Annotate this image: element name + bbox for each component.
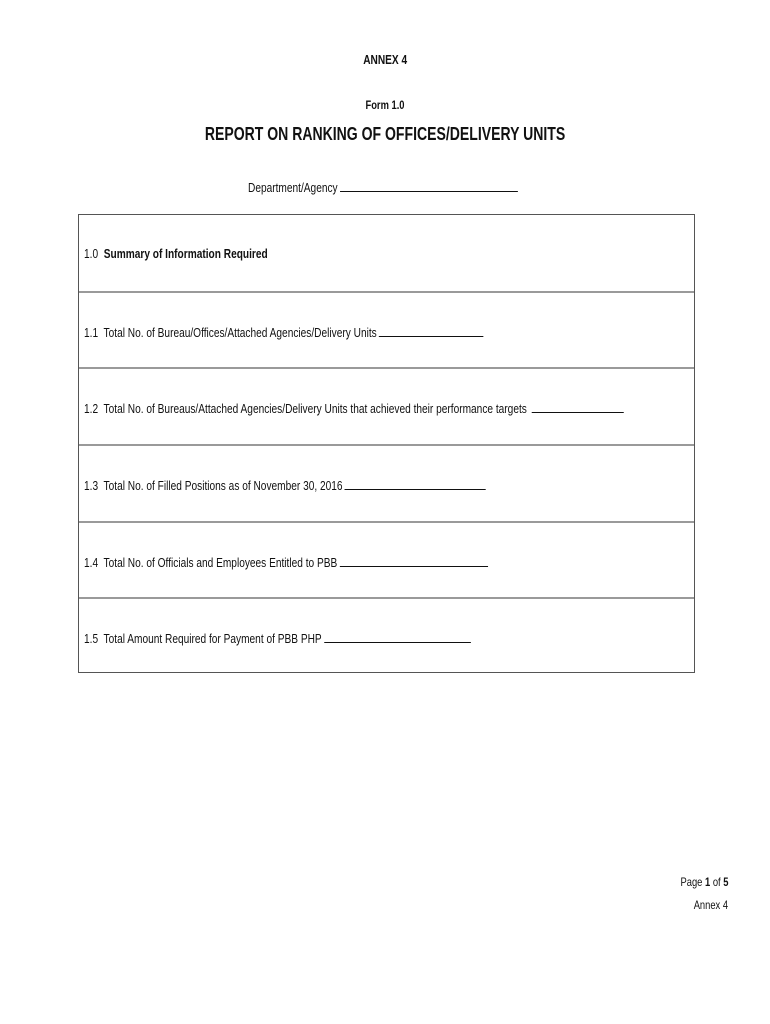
- item-1-4-field[interactable]: [340, 554, 488, 567]
- item-1-3: [84, 477, 599, 493]
- table-row: [79, 291, 694, 367]
- item-number: 1.3: [84, 478, 99, 493]
- page-number: [667, 875, 728, 889]
- department-agency-label: Department/Agency: [248, 180, 338, 195]
- item-1-1-field[interactable]: [379, 324, 484, 337]
- item-1-3-wrap: [84, 477, 486, 493]
- section-title: Summary of Information Required: [103, 246, 268, 261]
- item-number: 1.1: [84, 325, 99, 340]
- page-total: 5: [722, 875, 728, 889]
- page-of: of: [712, 875, 721, 889]
- summary-header-wrap: [84, 246, 268, 261]
- report-title-text: REPORT ON RANKING OF OFFICES/DELIVERY UNITS: [204, 124, 566, 144]
- form-number-text: Form 1.0: [365, 98, 405, 112]
- footer-annex: [684, 898, 728, 912]
- page-prefix: Page: [680, 875, 702, 889]
- annex-heading-text: ANNEX 4: [363, 52, 407, 67]
- footer-annex-text: Annex 4: [693, 898, 728, 912]
- summary-header-row: [79, 215, 694, 291]
- item-label: Total No. of Bureau/Offices/Attached Agencies/Delivery Units: [103, 325, 377, 340]
- section-number: 1.0: [84, 246, 99, 261]
- item-label: Total No. of Officials and Employees Entitled to PBB: [103, 555, 338, 570]
- department-agency-wrap: [248, 179, 518, 195]
- item-number: 1.4: [84, 555, 99, 570]
- item-1-2: [84, 400, 770, 416]
- item-1-1: [84, 324, 596, 340]
- item-1-1-wrap: [84, 324, 484, 340]
- item-label: Total No. of Filled Positions as of November 30, 2016: [103, 478, 343, 493]
- item-1-3-field[interactable]: [345, 477, 486, 490]
- page-current: 1: [704, 875, 710, 889]
- table-row: [79, 367, 694, 443]
- annex-heading: [0, 52, 770, 67]
- item-1-4: [84, 554, 602, 570]
- report-title: [0, 124, 770, 145]
- table-row: [79, 444, 694, 520]
- item-1-4-wrap: [84, 554, 488, 570]
- department-agency-line: [248, 179, 594, 195]
- summary-header-text: [84, 246, 320, 261]
- item-label: Total No. of Bureaus/Attached Agencies/Delivery Units that achieved their performance targets: [103, 401, 527, 416]
- item-1-5: [84, 630, 580, 646]
- department-agency-field[interactable]: [340, 179, 518, 192]
- table-row: [79, 597, 694, 673]
- form-number: [0, 98, 770, 112]
- item-number: 1.5: [84, 631, 99, 646]
- item-1-2-field[interactable]: [532, 400, 624, 413]
- table-row: [79, 521, 694, 597]
- item-1-5-field[interactable]: [324, 630, 471, 643]
- item-1-5-wrap: [84, 630, 471, 646]
- item-1-2-wrap: [84, 400, 624, 416]
- page-number-wrap: [680, 875, 728, 889]
- summary-table: [78, 214, 695, 673]
- item-number: 1.2: [84, 401, 99, 416]
- item-label: Total Amount Required for Payment of PBB PHP: [103, 631, 322, 646]
